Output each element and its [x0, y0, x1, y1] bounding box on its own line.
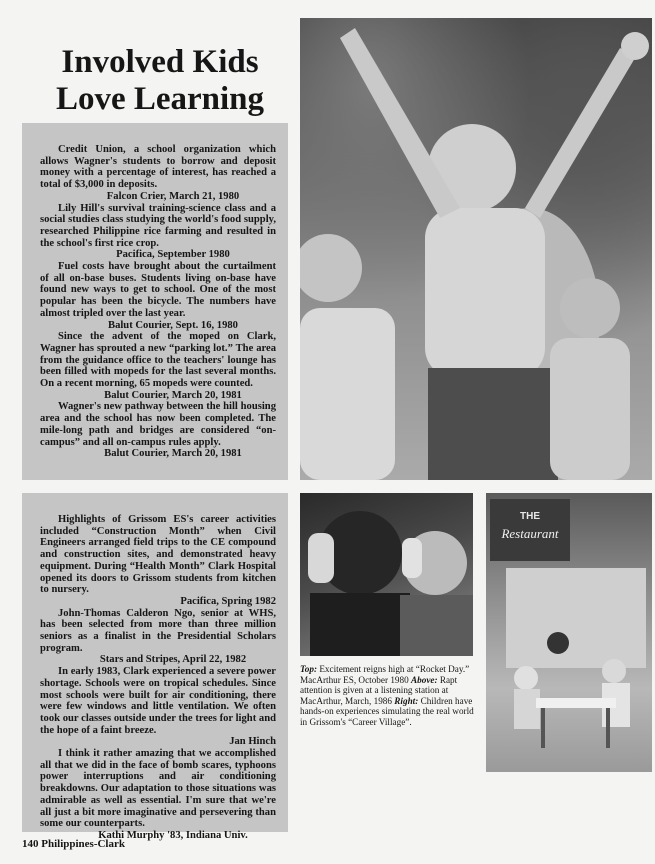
news-source: Pacifica, September 1980 — [116, 249, 230, 261]
photo-career-village — [486, 493, 652, 772]
news-item: Highlights of Grissom ES's career activities included “Construction Month” when Civil Engineers arranged field trips to the CE compound and construction sites, and demonstrated heavy equipment. During “Health Month” Clark Hospital opened its doors to Grissom students from kitchen to nursery. — [40, 514, 276, 596]
caption-right-label: Right: — [394, 695, 419, 706]
news-item: Wagner's new pathway between the hill housing area and the school has now been completed. The mile-long path and bridges are considered “on-campus” and all on-campus rules apply. — [40, 401, 276, 448]
photo-career-village-scene — [486, 493, 652, 772]
title-line-1: Involved Kids — [61, 44, 259, 80]
page-title — [24, 44, 296, 118]
sign-line-1: THE — [520, 511, 540, 522]
news-source: Balut Courier, March 20, 1981 — [104, 448, 242, 460]
photo-caption — [300, 664, 476, 728]
news-item: Credit Union, a school organization which allows Wagner's students to borrow and deposit money with a percentage of interest, has reached a total of $3,000 in deposits. — [40, 144, 276, 191]
caption-above-text: Rapt attention is given at a listening station at MacArthur, March, 1986 — [300, 674, 458, 706]
caption-above-label: Above: — [411, 674, 438, 685]
news-item: Since the advent of the moped on Clark, Wagner has sprouted a new “parking lot.” The area from the guidance office to the teachers' lounge has been filled with mopeds for the last several months. On a recent morning, 65 mopeds were counted. — [40, 331, 276, 390]
title-line-2: Love Learning — [55, 81, 265, 117]
sign-line-2: Restaurant — [501, 526, 559, 541]
news-source: Jan Hinch — [229, 736, 276, 748]
news-box-bottom — [22, 493, 288, 841]
caption-top-text: Excitement reigns high at “Rocket Day.” MacArthur ES, October 1980 — [300, 664, 470, 685]
photo-listening-station-figures — [300, 493, 473, 656]
photo-rocket-day-figures — [300, 18, 652, 480]
news-source: Falcon Crier, March 21, 1980 — [106, 190, 240, 202]
news-source: Stars and Stripes, April 22, 1982 — [99, 654, 247, 666]
caption-top-label: Top: — [300, 664, 318, 674]
news-source: Kathi Murphy '83, Indiana Univ. — [98, 829, 248, 841]
news-source: Pacifica, Spring 1982 — [180, 595, 276, 607]
news-item: Lily Hill's survival training-science class and a social studies class studying the world's food supply, researched Philippine rice farming and resulted in the school's first rice crop. — [40, 202, 276, 249]
news-item: In early 1983, Clark experienced a severe power shortage. Schools were on tropical schedules. Since most schools were built for air conditioning, there were few windows and little ventilation. We often took our classes outside under the trees for light and the hope of a faint breeze. — [40, 666, 276, 736]
page-folio: 140 Philippines-Clark — [22, 838, 125, 850]
news-item: John-Thomas Calderon Ngo, senior at WHS, has been selected from more than three million seniors as a finalist in the Presidential Scholars program. — [40, 607, 276, 654]
news-source: Balut Courier, March 20, 1981 — [104, 389, 242, 401]
photo-listening-station — [300, 493, 473, 656]
news-source: Balut Courier, Sept. 16, 1980 — [108, 319, 238, 331]
news-item: I think it rather amazing that we accomplished all that we did in the face of bomb scares, typhoons power interruptions and air conditioning breakdowns. Our adaptation to those situations was admirable as well as essential. I'm sure that we're all just a bit more imaginative and persevering than some our counterparts. — [40, 748, 276, 830]
photo-rocket-day — [300, 18, 652, 480]
news-box-top — [22, 123, 288, 480]
caption-right-text: Children have hands-on experiences simulating the real world in Grissom's “Career Village”. — [300, 695, 474, 727]
news-item: Fuel costs have brought about the curtailment of all on-base buses. Students living on-base have found new ways to get to school. One of the most popular has been the bicycle. The numbers have almost tripled over the last year. — [40, 261, 276, 319]
